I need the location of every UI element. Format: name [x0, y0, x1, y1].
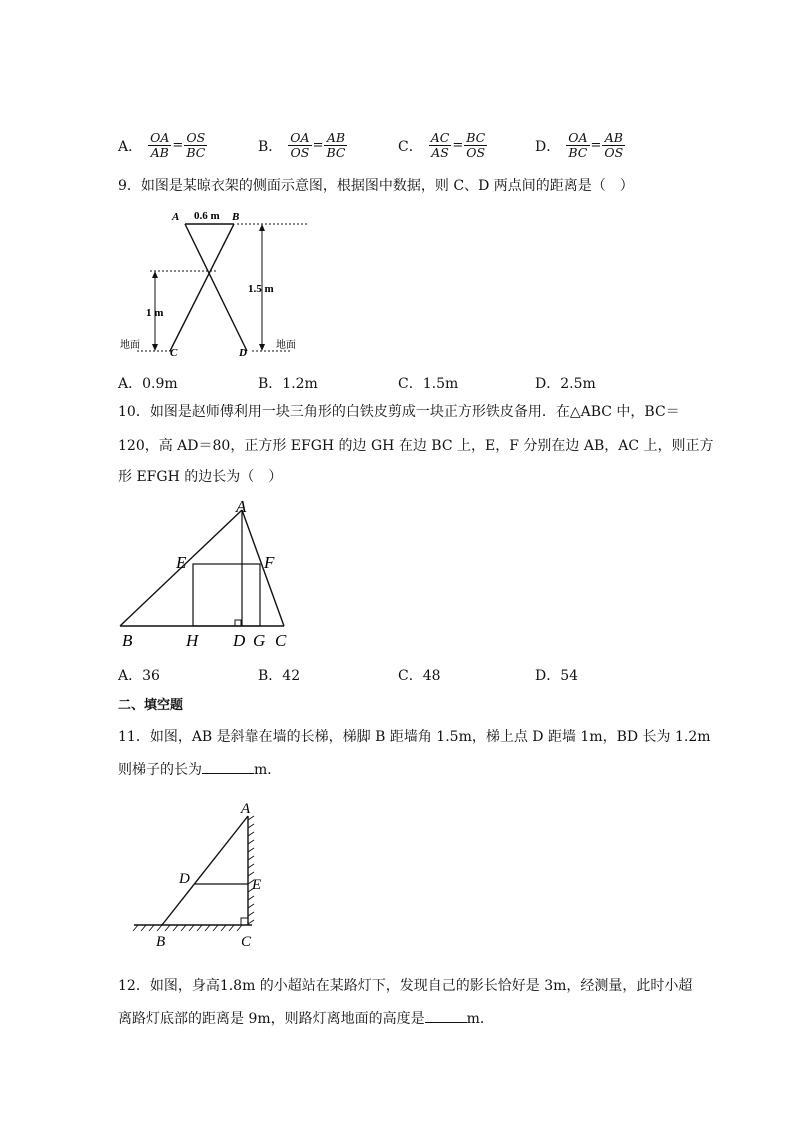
- q8-equals-sign: =: [590, 138, 602, 153]
- q9-label-d: D: [239, 347, 247, 359]
- q10-line1: 10．如图是赵师傅利用一块三角形的白铁皮剪成一块正方形铁皮备用．在△ABC 中，BC＝: [118, 404, 680, 420]
- q8-right-denominator: BC: [326, 145, 346, 160]
- q9-label-c: C: [170, 347, 178, 359]
- q10-option-a: A．36: [118, 668, 160, 684]
- q9-label-top: 0.6 m: [194, 210, 220, 222]
- q8-left-numerator: OA: [150, 130, 170, 145]
- q12-line2-post: m．: [466, 1011, 494, 1027]
- q10-option-d: D．54: [535, 668, 579, 684]
- q11-label-b: B: [156, 934, 166, 950]
- q8-left-denominator: AB: [150, 145, 169, 160]
- q10-label-h: H: [186, 631, 199, 650]
- q10-option-b: B．42: [258, 668, 301, 684]
- q8-equals-sign: =: [452, 138, 464, 153]
- q10-label-g: G: [253, 631, 266, 650]
- q9-label-a: A: [172, 211, 180, 223]
- q9-stem: 9．如图是某晾衣架的侧面示意图，根据图中数据，则 C、D 两点间的距离是（ ）: [118, 178, 634, 194]
- q8-option-label: D．: [535, 138, 561, 155]
- q11-label-c: C: [241, 934, 252, 950]
- q8-equals-sign: =: [312, 138, 324, 153]
- q8-right-denominator: OS: [604, 145, 624, 160]
- q8-left-denominator: OS: [290, 145, 310, 160]
- q8-right-numerator: AB: [602, 131, 625, 146]
- q11-line2-pre: 则梯子的长为: [118, 762, 202, 778]
- q10-line3: 形 EFGH 的边长为（ ）: [118, 469, 283, 485]
- q9-label-h2: 1.5 m: [248, 283, 274, 295]
- q8-left-fraction: [148, 131, 171, 160]
- q8-left-denominator: AS: [431, 145, 449, 160]
- q10-label-f: F: [264, 553, 275, 572]
- q8-option-d: [535, 131, 625, 160]
- q8-left-denominator: BC: [568, 145, 588, 160]
- q9-option-d: D．2.5m: [535, 376, 596, 392]
- q8-option-label: B．: [258, 138, 283, 155]
- section-heading: 二、填空题: [118, 698, 184, 713]
- q10-line2: 120，高 AD＝80，正方形 EFGH 的边 GH 在边 BC 上，E，F 分别在边 AB，AC 上，则正方: [118, 438, 714, 454]
- q11-label-e: E: [252, 877, 262, 893]
- q10-option-c: C．48: [398, 668, 441, 684]
- q8-right-numerator: AB: [324, 131, 347, 146]
- q8-right-fraction: [184, 131, 207, 160]
- q11-answer-blank[interactable]: [202, 759, 254, 774]
- q9-option-b: B．1.2m: [258, 376, 318, 392]
- q8-left-numerator: AC: [430, 130, 450, 145]
- q10-label-a: A: [236, 497, 247, 516]
- q10-figure: [112, 496, 312, 656]
- q8-left-numerator: OA: [568, 130, 588, 145]
- q8-option-c: [398, 131, 487, 160]
- q9-label-ground-right: 地面: [276, 340, 296, 351]
- q11-line1: 11．如图，AB 是斜靠在墙的长梯，梯脚 B 距墙角 1.5m，梯上点 D 距墙 1m，BD 长为 1.2m: [118, 729, 711, 745]
- q12-line1: 12．如图，身高1.8m 的小超站在某路灯下，发现自己的影长恰好是 3m，经测量，此时小超: [118, 978, 693, 994]
- q10-label-d: D: [233, 631, 246, 650]
- q9-label-ground-left: 地面: [120, 340, 140, 351]
- q8-right-fraction: [602, 131, 625, 160]
- q12-line2-pre: 离路灯底部的距离是 9m，则路灯离地面的高度是: [118, 1011, 425, 1027]
- q8-right-fraction: [324, 131, 347, 160]
- q9-option-a: A．0.9m: [118, 376, 178, 392]
- q11-label-d: D: [179, 871, 190, 887]
- q8-equals-sign: =: [172, 138, 184, 153]
- q9-label-h1: 1 m: [146, 307, 164, 319]
- q11-figure: [128, 796, 278, 951]
- q10-label-b: B: [122, 631, 133, 650]
- q8-left-fraction: [288, 131, 311, 160]
- q11-line2-post: m．: [254, 762, 282, 778]
- q8-left-fraction: [566, 131, 589, 160]
- q8-right-numerator: OS: [184, 131, 207, 146]
- q9-figure: [112, 204, 312, 364]
- q8-right-numerator: BC: [466, 130, 486, 145]
- q8-left-numerator: OA: [290, 130, 310, 145]
- q8-right-denominator: OS: [466, 145, 486, 160]
- q8-option-label: A．: [118, 138, 143, 155]
- q8-left-fraction: [429, 131, 452, 160]
- q8-option-b: [258, 131, 347, 160]
- q8-right-fraction: [464, 131, 487, 160]
- q10-label-c: C: [275, 631, 287, 650]
- q11-line2: [118, 759, 281, 780]
- q9-option-c: C．1.5m: [398, 376, 459, 392]
- q9-label-b: B: [232, 211, 240, 223]
- q8-right-denominator: BC: [186, 145, 206, 160]
- q8-option-a: [118, 131, 207, 160]
- q12-line2: [118, 1008, 494, 1029]
- q10-label-e: E: [176, 553, 187, 572]
- q8-option-label: C．: [398, 138, 423, 155]
- q12-answer-blank[interactable]: [425, 1008, 467, 1023]
- q11-label-a: A: [241, 801, 251, 817]
